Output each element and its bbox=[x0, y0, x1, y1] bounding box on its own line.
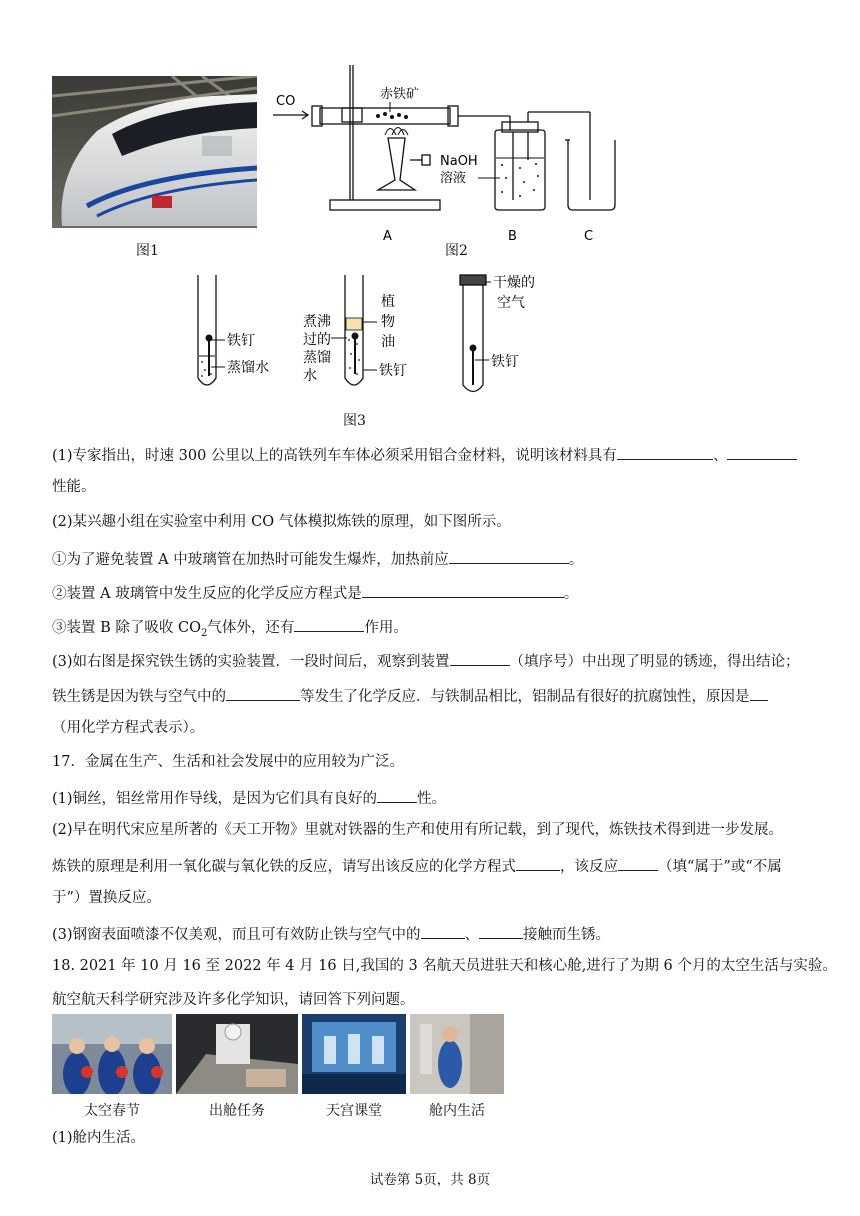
answer-blank[interactable] bbox=[617, 443, 713, 460]
rust-test-diagram bbox=[185, 270, 565, 400]
photo-space-spring-festival bbox=[52, 1014, 172, 1094]
t2-right-3: 油 bbox=[381, 334, 395, 350]
ore-label: 赤铁矿 bbox=[380, 87, 420, 102]
answer-blank[interactable] bbox=[421, 922, 465, 939]
photo-tiangong-classroom bbox=[302, 1014, 406, 1094]
photo-cabin-life bbox=[410, 1014, 504, 1094]
q16-part2-1: ①为了避免装置 A 中玻璃管在加热时可能发生爆炸，加热前应 。 bbox=[52, 547, 583, 570]
photo-caption-4: 舱内生活 bbox=[429, 1103, 485, 1119]
q17-title: 17．金属在生产、生活和社会发展中的应用较为广泛。 bbox=[52, 754, 404, 770]
photo-caption-3: 天宫课堂 bbox=[326, 1103, 382, 1119]
t2-left-4: 水 bbox=[303, 368, 317, 384]
q17-part2-line1: (2)早在明代宋应星所著的《天工开物》里就对铁器的生产和使用有所记载，到了现代，炼铁技术得到进一步发展。 bbox=[52, 822, 784, 838]
answer-blank[interactable] bbox=[618, 854, 658, 871]
q18-line1: 18. 2021 年 10 月 16 至 2022 年 4 月 16 日,我国的 3 名航天员进驻天和核心舱,进行了为期 6 个月的太空生活与实验。 bbox=[52, 958, 837, 974]
photo-caption-1: 太空春节 bbox=[84, 1103, 140, 1119]
naoh-label-1: NaOH bbox=[440, 154, 478, 169]
q16-part3-line3: （用化学方程式表示）。 bbox=[52, 720, 205, 736]
answer-blank[interactable] bbox=[450, 649, 510, 666]
q16-part3-line2: 铁生锈是因为铁与空气中的 等发生了化学反应．与铁制品相比，铝制品有很好的抗腐蚀性，原因是 bbox=[52, 684, 768, 707]
photo-spacewalk bbox=[176, 1014, 298, 1094]
figure-1-caption: 图1 bbox=[136, 243, 159, 259]
t2-nail-label: 铁钉 bbox=[379, 363, 407, 379]
answer-blank[interactable] bbox=[377, 786, 417, 803]
answer-blank[interactable] bbox=[449, 547, 569, 564]
t2-left-1: 煮沸 bbox=[303, 314, 331, 330]
photo-caption-2: 出舱任务 bbox=[209, 1103, 265, 1119]
q18-part1: (1)舱内生活。 bbox=[52, 1130, 146, 1146]
answer-blank[interactable] bbox=[226, 684, 300, 701]
q17-part2-line2: 炼铁的原理是利用一氧化碳与氧化铁的反应，请写出该反应的化学方程式 ，该反应 （填“属于”或“不属 bbox=[52, 854, 782, 877]
q16-part1-line2: 性能。 bbox=[52, 479, 96, 495]
figure-2-caption: 图2 bbox=[445, 243, 468, 259]
q18-line2: 航空航天科学研究涉及许多化学知识，请回答下列问题。 bbox=[52, 992, 415, 1008]
q16-part3-line1: (3)如右图是探究铁生锈的实验装置．一段时间后，观察到装置 （填序号）中出现了明显的锈迹，得出结论； bbox=[52, 649, 800, 672]
t2-left-2: 过的 bbox=[303, 332, 331, 348]
naoh-label-2: 溶液 bbox=[440, 171, 467, 186]
page-footer: 试卷第 5页，共 8页 bbox=[369, 1172, 491, 1188]
answer-blank[interactable] bbox=[362, 581, 564, 598]
q16-part2-2: ②装置 A 玻璃管中发生反应的化学反应方程式是 。 bbox=[52, 581, 578, 604]
q17-part2-line3: 于”）置换反应。 bbox=[52, 890, 161, 906]
answer-blank[interactable] bbox=[294, 615, 364, 632]
co-label: CO bbox=[276, 94, 296, 109]
label-c: C bbox=[584, 229, 594, 244]
label-b: B bbox=[508, 229, 517, 244]
t3-top-2: 空气 bbox=[497, 295, 525, 311]
label-a: A bbox=[383, 229, 392, 244]
apparatus-diagram bbox=[270, 60, 620, 250]
q16-part2: (2)某兴趣小组在实验室中利用 CO 气体模拟炼铁的原理，如下图所示。 bbox=[52, 514, 511, 530]
t2-right-2: 物 bbox=[381, 314, 395, 330]
t3-top-1: 干燥的 bbox=[493, 275, 535, 291]
answer-blank[interactable] bbox=[727, 443, 797, 460]
q17-part3: (3)钢窗表面喷漆不仅美观，而且可有效防止铁与空气中的 、 接触而生锈。 bbox=[52, 922, 610, 945]
answer-blank[interactable] bbox=[479, 922, 523, 939]
answer-blank[interactable] bbox=[516, 854, 560, 871]
t1-water-label: 蒸馏水 bbox=[227, 360, 269, 376]
figure-3-caption: 图3 bbox=[343, 413, 366, 429]
q16-part2-3: ③装置 B 除了吸收 $CO_2$气体外，还有 作用。 bbox=[52, 615, 408, 644]
t2-right-1: 植 bbox=[381, 294, 395, 310]
train-photo bbox=[52, 76, 257, 228]
t1-nail-label: 铁钉 bbox=[227, 333, 255, 349]
answer-blank[interactable] bbox=[750, 684, 768, 701]
t3-nail-label: 铁钉 bbox=[491, 354, 519, 370]
t2-left-3: 蒸馏 bbox=[303, 350, 331, 366]
q16-part1-line1: (1)专家指出，时速 300 公里以上的高铁列车车体必须采用铝合金材料，说明该材料具有 、 bbox=[52, 443, 797, 466]
q17-part1: (1)铜丝，铝丝常用作导线，是因为它们具有良好的 性。 bbox=[52, 786, 446, 809]
